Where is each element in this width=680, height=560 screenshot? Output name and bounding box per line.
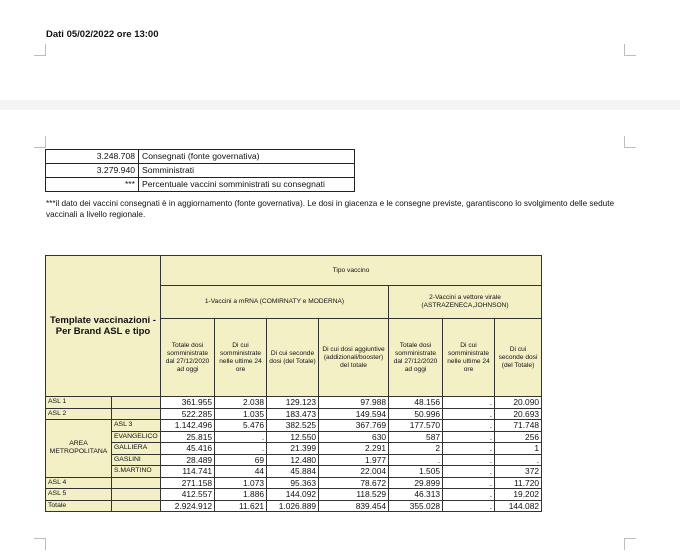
cell-value: 522.285 [161, 408, 215, 420]
cell-value: 1.035 [215, 408, 267, 420]
cell-value: 256 [495, 431, 542, 443]
summary-row [46, 178, 355, 192]
document-page-2 [0, 110, 680, 560]
cell-value: 25.815 [161, 431, 215, 443]
cell-value: 1.505 [389, 466, 443, 478]
group-header-vettore: 2-Vaccini a vettore virale (ASTRAZENECA,JOHNSON) [389, 286, 542, 319]
cell-value: 2.924.912 [161, 500, 215, 512]
cell-value: 1.142.496 [161, 420, 215, 432]
cell-value: 50.996 [389, 408, 443, 420]
row-sublabel: S.MARTINO [112, 466, 161, 478]
cell-value: 118.529 [319, 489, 389, 501]
row-label: ASL 4 [46, 477, 112, 489]
table-row [46, 431, 542, 443]
cell-value: 1.026.889 [267, 500, 319, 512]
summary-value: *** [46, 178, 139, 192]
cell-value: 46.313 [389, 489, 443, 501]
cell-value: 183.473 [267, 408, 319, 420]
cell-value: 45.884 [267, 466, 319, 478]
table-row [46, 477, 542, 489]
cell-value: 29.899 [389, 477, 443, 489]
row-sublabel [112, 489, 161, 501]
cell-value: 382.525 [267, 420, 319, 432]
cell-value: 69 [215, 454, 267, 466]
cell-value: 19.202 [495, 489, 542, 501]
cell-value: 630 [319, 431, 389, 443]
row-sublabel [112, 500, 161, 512]
col-header-ultime24: Di cui somministrate nelle ultime 24 ore [443, 319, 495, 397]
cell-value: 12.550 [267, 431, 319, 443]
table-row [46, 466, 542, 478]
cell-value: 12.480 [267, 454, 319, 466]
summary-label: Consegnati (fonte governativa) [139, 150, 355, 164]
cell-value: 20.693 [495, 408, 542, 420]
row-label: ASL 5 [46, 489, 112, 501]
row-sublabel: EVANGELICO [112, 431, 161, 443]
cell-value: 361.955 [161, 397, 215, 409]
cell-value: 587 [389, 431, 443, 443]
cell-value: 2.038 [215, 397, 267, 409]
cell-value: . [443, 477, 495, 489]
cell-value: 21.399 [267, 443, 319, 455]
summary-table [45, 149, 355, 192]
page-corner-marker [34, 538, 46, 550]
cell-value: 149.594 [319, 408, 389, 420]
cell-value: . [443, 431, 495, 443]
row-sublabel: ASL 3 [112, 420, 161, 432]
summary-row [46, 164, 355, 178]
group-header-mrna: 1-Vaccini a mRNA (COMIRNATY e MODERNA) [161, 286, 389, 319]
page-corner-marker [34, 44, 46, 56]
cell-value: 11.720 [495, 477, 542, 489]
cell-value: . [443, 408, 495, 420]
cell-value: . [215, 431, 267, 443]
cell-value: . [443, 500, 495, 512]
row-label: ASL 1 [46, 397, 112, 409]
table-row [46, 454, 542, 466]
cell-value: 48.156 [389, 397, 443, 409]
cell-value: 45.416 [161, 443, 215, 455]
table-row [46, 408, 542, 420]
col-header-aggiuntive: Di cui dosi aggiuntive (addizionali/booster) del totale [319, 319, 389, 397]
col-header-totale: Totale dosi somministrate dal 27/12/2020 ad oggi [389, 319, 443, 397]
page-corner-marker [624, 136, 636, 148]
cell-value: . [495, 454, 542, 466]
row-sublabel [112, 397, 161, 409]
vaccination-table [45, 255, 542, 512]
row-sublabel: GALLIERA [112, 443, 161, 455]
cell-value: . [215, 443, 267, 455]
row-sublabel [112, 408, 161, 420]
summary-label: Percentuale vaccini somministrati su consegnati [139, 178, 355, 192]
row-sublabel: GASLINI [112, 454, 161, 466]
page-corner-marker [624, 44, 636, 56]
cell-value: 28.489 [161, 454, 215, 466]
corner-title: Template vaccinazioni - Per Brand ASL e tipo [46, 256, 161, 397]
cell-value: . [443, 420, 495, 432]
table-row [46, 420, 542, 432]
cell-value: 144.092 [267, 489, 319, 501]
cell-value: 71.748 [495, 420, 542, 432]
col-header-ultime24: Di cui somministrate nelle ultime 24 ore [215, 319, 267, 397]
cell-value: 2.291 [319, 443, 389, 455]
cell-value: . [443, 443, 495, 455]
summary-value: 3.248.708 [46, 150, 139, 164]
cell-value: 20.090 [495, 397, 542, 409]
cell-value: 177.570 [389, 420, 443, 432]
cell-value: 44 [215, 466, 267, 478]
cell-value: 1.977 [319, 454, 389, 466]
summary-label: Somministrati [139, 164, 355, 178]
cell-value: 95.363 [267, 477, 319, 489]
cell-value: 129.123 [267, 397, 319, 409]
cell-value: 2 [389, 443, 443, 455]
page-corner-marker [34, 136, 46, 148]
cell-value: 114.741 [161, 466, 215, 478]
cell-value: 367.769 [319, 420, 389, 432]
cell-value: . [389, 454, 443, 466]
cell-value: 839.454 [319, 500, 389, 512]
row-sublabel [112, 477, 161, 489]
cell-value: 144.082 [495, 500, 542, 512]
document-page-1 [0, 0, 680, 100]
col-header-seconde: Di cui seconde dosi (del Totale) [267, 319, 319, 397]
cell-value: 271.158 [161, 477, 215, 489]
cell-value: . [443, 397, 495, 409]
cell-value: . [443, 454, 495, 466]
table-row [46, 489, 542, 501]
summary-row [46, 150, 355, 164]
row-label: Totale [46, 500, 112, 512]
area-metropolitana-label: AREA METROPOLITANA [46, 420, 112, 478]
table-row [46, 443, 542, 455]
cell-value: 97.988 [319, 397, 389, 409]
summary-value: 3.279.940 [46, 164, 139, 178]
cell-value: . [443, 489, 495, 501]
col-header-seconde: Di cui seconde dosi (del Totale) [495, 319, 542, 397]
row-label: ASL 2 [46, 408, 112, 420]
cell-value: 372 [495, 466, 542, 478]
tipo-vaccino-header: Tipo vaccino [161, 256, 542, 286]
cell-value: 5.476 [215, 420, 267, 432]
cell-value: 1.073 [215, 477, 267, 489]
cell-value: 22.004 [319, 466, 389, 478]
col-header-totale: Totale dosi somministrate dal 27/12/2020 ad oggi [161, 319, 215, 397]
cell-value: 412.557 [161, 489, 215, 501]
cell-value: 1 [495, 443, 542, 455]
cell-value: 355.028 [389, 500, 443, 512]
table-row-total [46, 500, 542, 512]
page-corner-marker [624, 538, 636, 550]
cell-value: 1.886 [215, 489, 267, 501]
cell-value: 11.621 [215, 500, 267, 512]
note-paragraph: ***il dato dei vaccini consegnati è in aggiornamento (fonte governativa). Le dosi in giacenza e le consegne previste, garantiscono lo svolgimento delle sedute vaccinali a livello regionale. [46, 199, 615, 219]
cell-value: . [443, 466, 495, 478]
data-timestamp: Dati 05/02/2022 ore 13:00 [46, 29, 159, 40]
table-row [46, 397, 542, 409]
cell-value: 78.672 [319, 477, 389, 489]
